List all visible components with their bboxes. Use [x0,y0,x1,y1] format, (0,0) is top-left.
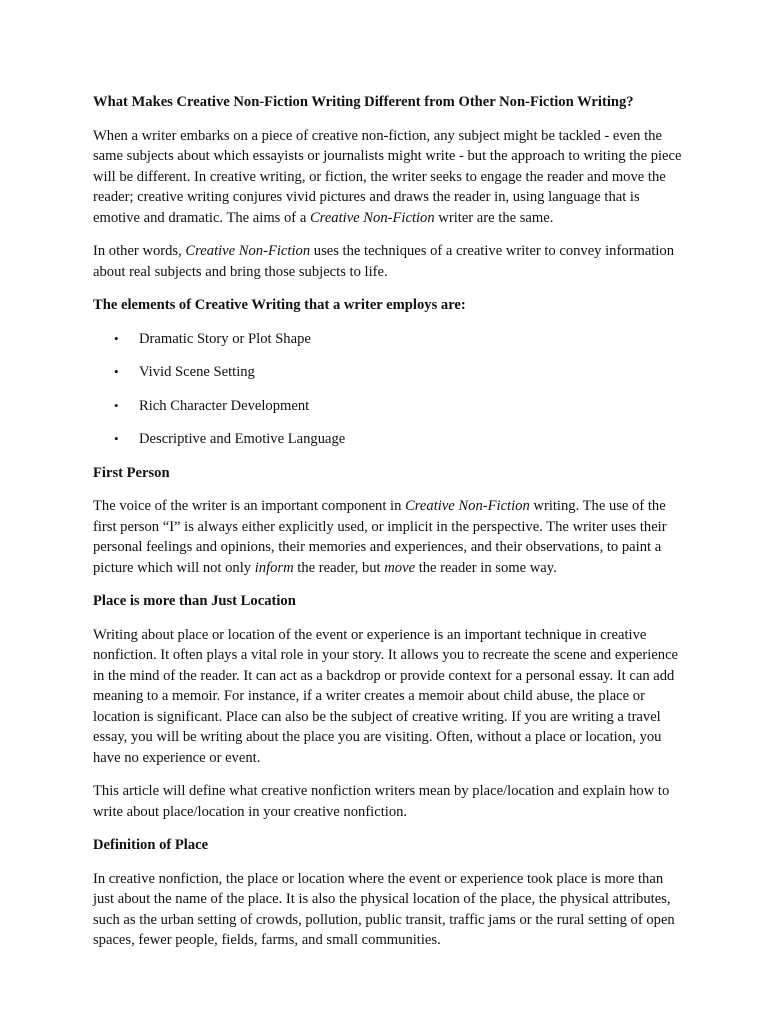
list-item-label: Dramatic Story or Plot Shape [139,330,311,347]
paragraph-first-person-text-b: writing. The use of the first person “I” is always either explicitly used, or implicit in the perspective. The writer uses their personal feelings and opinions, their memories and experiences, and their observations, to paint a picture which will not only [93,498,667,576]
definition-heading: Definition of Place [93,837,209,853]
paragraph-other-words-text-a: In other words, [93,243,186,259]
paragraph-other-words-text-b: uses the techniques of a creative writer to convey information about real subjects and bring those subjects to life. [93,243,675,280]
bullet-icon: • [114,364,119,379]
paragraph-intro [93,126,683,229]
paragraph-place: Writing about place or location of the event or experience is an important technique in creative nonfiction. It often plays a vital role in your story. It allows you to recreate the scene and experience in the mind of the reader. It can act as a backdrop or provide context for a personal essay. It can add meaning to a memoir. For instance, if a writer creates a memoir about child abuse, the place or location is significant. Place can also be the subject of creative writing. If you are writing a travel essay, you will be writing about the place you are visiting. Often, without a place or location, you have no experience or event. [93,626,679,766]
first-person-heading: First Person [93,464,170,481]
paragraph-first-person-text-a: The voice of the writer is an important component in [93,498,406,514]
paragraph-first-person [93,496,683,578]
list-item [93,429,683,450]
list-item [93,329,683,350]
paragraph-intro-text-b: writer are the same. [434,209,554,226]
bullet-icon: • [114,397,119,413]
paragraph-intro-text-a: When a writer embarks on a piece of creative non-fiction, any subject might be tackled - even the same subjects about which essayists or journalists might write - but the approach to writing the piece will be different. In creative writing, or fiction, the writer seeks to engage the reader and move the reader; creative writing conjures vivid pictures and draws the reader in, using language that is emotive and dramatic. The aims of a [93,127,682,226]
paragraph-other-words [93,241,683,282]
elements-heading: The elements of Creative Writing that a writer employs are: [93,297,466,313]
bullet-icon: • [114,330,119,346]
paragraph-first-person-emphasis-3: move [384,559,416,576]
elements-list [93,329,683,450]
paragraph-other-words-emphasis: Creative Non-Fiction [185,243,311,259]
list-item-label: Rich Character Development [139,397,310,414]
place-heading: Place is more than Just Location [93,593,296,609]
list-item-label: Vivid Scene Setting [139,364,255,380]
list-item [93,396,683,417]
paragraph-definition: In creative nonfiction, the place or location where the event or experience took place is more than just about the name of the place. It is also the physical location of the place, the physical attributes, such as the urban setting of crowds, pollution, public transit, traffic jams or the rural setting of open spaces, fewer people, fields, farms, and small communities. [93,870,675,948]
bullet-icon: • [114,431,119,446]
paragraph-first-person-text-d: the reader in some way. [415,559,557,576]
main-heading: What Makes Creative Non-Fiction Writing Different from Other Non-Fiction Writing? [93,94,634,110]
paragraph-article: This article will define what creative nonfiction writers mean by place/location and explain how to write about place/location in your creative nonfiction. [93,783,670,820]
list-item [93,362,683,383]
list-item-label: Descriptive and Emotive Language [139,431,346,447]
paragraph-first-person-text-c: the reader, but [293,559,385,576]
paragraph-intro-emphasis: Creative Non-Fiction [309,209,435,226]
document-page [93,92,683,964]
paragraph-first-person-emphasis-1: Creative Non-Fiction [405,498,530,514]
paragraph-first-person-emphasis-2: inform [254,559,294,576]
